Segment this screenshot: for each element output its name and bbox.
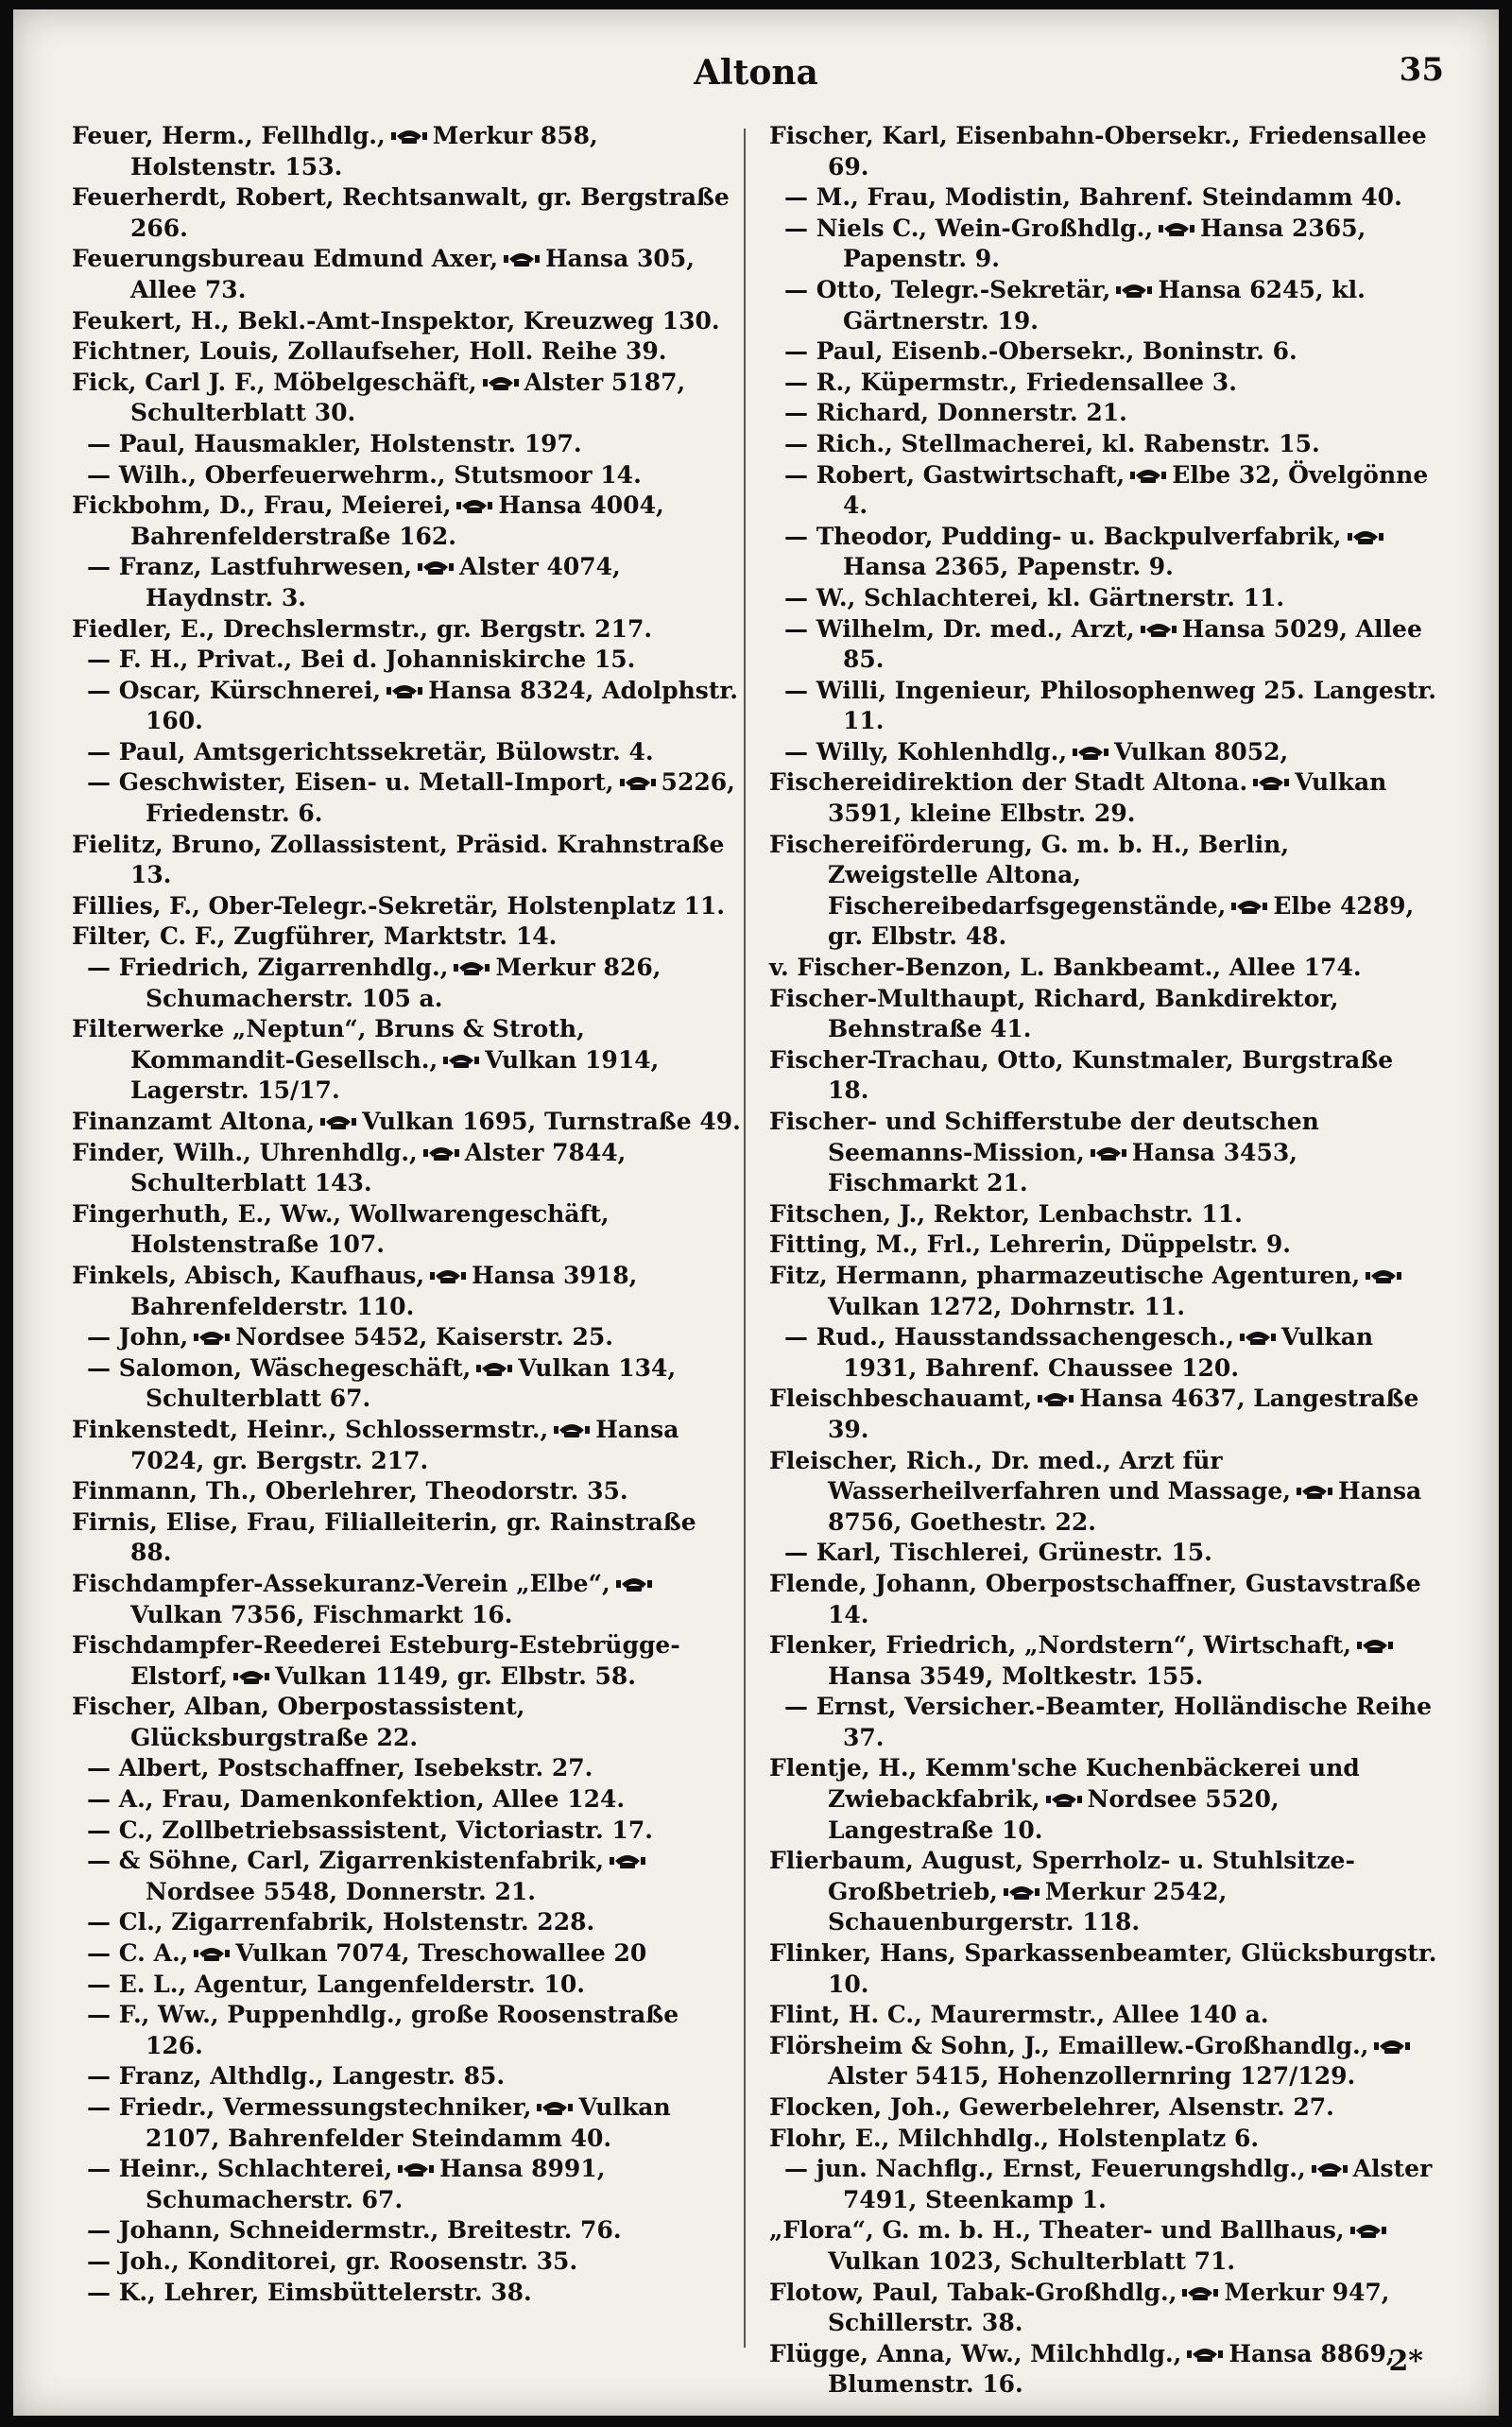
directory-entry (769, 182, 1440, 214)
directory-entry (769, 737, 1440, 768)
entry-text: Flocken, Joh., Gewerbelehrer, Alsenstr. 27. (769, 2093, 1334, 2121)
entry-text: Flohr, E., Milchhdlg., Holstenplatz 6. (769, 2124, 1260, 2152)
entry-text: Fischer-Trachau, Otto, Kunstmaler, Burgstraße 18. (769, 1045, 1394, 1105)
entry-text: Flende, Johann, Oberpostschaffner, Gustavstraße 14. (769, 1569, 1421, 1628)
telephone-icon (483, 373, 519, 392)
directory-entry (72, 1014, 743, 1107)
directory-entry (72, 645, 743, 676)
directory-entry (72, 429, 743, 460)
directory-entry (72, 1692, 743, 1753)
telephone-icon (610, 1851, 645, 1870)
directory-entry (769, 214, 1440, 275)
directory-entry (72, 737, 743, 768)
entry-text: Fielitz, Bruno, Zollassistent, Präsid. Krahnstraße 13. (72, 830, 725, 889)
entry-text: — K., Lehrer, Eimsbüttelerstr. 38. (87, 2278, 532, 2306)
entry-telephone-and-address: 5226, Friedenstr. 6. (146, 768, 735, 828)
entry-text: — Geschwister, Eisen- u. Metall-Import, (87, 768, 614, 797)
entry-telephone-and-address: Vulkan 1931, Bahrenf. Chaussee 120. (843, 1323, 1374, 1382)
directory-entry (769, 984, 1440, 1045)
directory-entry (72, 1569, 743, 1630)
entry-text: Fickbohm, D., Frau, Meierei, (72, 491, 452, 520)
entry-text: Feuer, Herm., Fellhdlg., (72, 122, 386, 149)
directory-entry (769, 1569, 1440, 1630)
directory-entry (769, 1261, 1440, 1322)
entry-telephone-and-address: Hansa 4637, Langestraße 39. (828, 1385, 1419, 1443)
telephone-icon (537, 2098, 573, 2117)
directory-entry (72, 1507, 743, 1569)
entry-text: Fischdampfer-Assekuranz-Verein „Elbe“, (72, 1569, 610, 1597)
entry-text: Feuerungsbureau Edmund Axer, (72, 245, 499, 273)
entry-telephone-and-address: Alster 5187, Schulterblatt 30. (130, 368, 686, 427)
directory-entry (72, 2215, 743, 2246)
entry-text: Flierbaum, August, Sperrholz- u. Stuhlsitze-Großbetrieb, (769, 1847, 1355, 1905)
directory-entry (72, 336, 743, 368)
directory-entry (769, 830, 1440, 953)
entry-text: — Karl, Tischlerei, Grünestr. 15. (784, 1539, 1212, 1567)
directory-entry (72, 1322, 743, 1353)
telephone-icon (1240, 1328, 1276, 1347)
directory-entry (72, 1816, 743, 1847)
telephone-icon (1357, 1636, 1393, 1655)
entry-telephone-and-address: Vulkan 1149, gr. Elbstr. 58. (274, 1661, 636, 1690)
directory-entry (769, 1199, 1440, 1231)
entry-text: — Rud., Hausstandssachengesch., (784, 1323, 1234, 1351)
telephone-icon (423, 1144, 459, 1162)
directory-entry (72, 460, 743, 491)
directory-entry (72, 1630, 743, 1692)
entry-text: Fiedler, E., Drechslermstr., gr. Bergstr. 217. (72, 614, 653, 643)
entry-text: Firnis, Elise, Frau, Filialleiterin, gr. Rainstraße 88. (72, 1507, 696, 1567)
entry-text: Finder, Wilh., Uhrenhdlg., (72, 1138, 418, 1166)
entry-telephone-and-address: Vulkan 134, Schulterblatt 67. (146, 1353, 677, 1413)
directory-entry (72, 1846, 743, 1907)
directory-entry (72, 1261, 743, 1322)
entry-text: Flörsheim & Sohn, J., Emaillew.-Großhandlg., (769, 2031, 1369, 2059)
telephone-icon (456, 496, 492, 515)
left-column (72, 121, 743, 2308)
directory-entry (769, 614, 1440, 676)
directory-entry (72, 2061, 743, 2092)
entry-text: — Ernst, Versicher.-Beamter, Holländische Reihe 37. (784, 1693, 1433, 1751)
entry-text: Flinker, Hans, Sparkassenbeamter, Glücksburgstr. 10. (769, 1939, 1437, 1998)
entry-text: — Friedrich, Zigarrenhdlg., (87, 954, 449, 982)
directory-entry (72, 1107, 743, 1138)
entry-text: Fillies, F., Ober-Telegr.-Sekretär, Holstenplatz 11. (72, 891, 726, 920)
directory-entry (72, 2154, 743, 2215)
directory-entry (72, 953, 743, 1014)
telephone-icon (194, 1328, 230, 1347)
entry-text: — Niels C., Wein-Großhdlg., (784, 214, 1154, 242)
entry-text: „Flora“, G. m. b. H., Theater- und Ballhaus, (769, 2216, 1345, 2245)
entry-text: v. Fischer-Benzon, L. Bankbeamt., Allee 174. (769, 954, 1362, 982)
entry-text: — Otto, Telegr.-Sekretär, (784, 275, 1111, 303)
directory-entry (769, 1384, 1440, 1445)
entry-text: Finkels, Abisch, Kaufhaus, (72, 1261, 425, 1289)
telephone-icon (1159, 219, 1194, 238)
directory-entry (769, 2000, 1440, 2031)
telephone-icon (620, 773, 656, 792)
entry-text: — F. H., Privat., Bei d. Johanniskirche 15. (87, 645, 636, 674)
telephone-icon (1350, 2221, 1386, 2240)
entry-text: — Theodor, Pudding- u. Backpulverfabrik, (784, 522, 1342, 550)
entry-text: Finanzamt Altona, (72, 1108, 316, 1135)
directory-entry (72, 552, 743, 613)
entry-text: — Paul, Amtsgerichtssekretär, Bülowstr. 4. (87, 737, 654, 766)
entry-text: Flügge, Anna, Ww., Milchhdlg., (769, 2339, 1182, 2367)
directory-entry (769, 1322, 1440, 1384)
entry-text: — John, (87, 1323, 189, 1351)
entry-text: — Wilh., Oberfeuerwehrm., Stutsmoor 14. (87, 460, 642, 489)
directory-entry (72, 2000, 743, 2061)
directory-entry (72, 182, 743, 244)
entry-telephone-and-address: Vulkan 3591, kleine Elbstr. 29. (828, 768, 1387, 828)
directory-entry (769, 2339, 1440, 2401)
directory-entry (72, 2278, 743, 2309)
directory-entry (72, 1753, 743, 1784)
telephone-icon (1348, 527, 1383, 546)
entry-text: — Willi, Ingenieur, Philosophenweg 25. Langestr. 11. (784, 676, 1436, 735)
page-number: 35 (1399, 51, 1444, 89)
entry-text: Fischer- und Schifferstube der deutschen Seemanns-Mission, (769, 1108, 1319, 1166)
entry-text: Fingerhuth, E., Ww., Wollwarengeschäft, Holstenstraße 107. (72, 1199, 610, 1259)
entry-telephone-and-address: Nordsee 5520, Langestraße 10. (828, 1785, 1280, 1844)
directory-entry (769, 275, 1440, 336)
telephone-icon (454, 958, 490, 977)
directory-entry (72, 244, 743, 305)
directory-entry (72, 767, 743, 829)
directory-entry (72, 368, 743, 429)
directory-entry (769, 2124, 1440, 2155)
telephone-icon (443, 1051, 479, 1070)
entry-text: Finkenstedt, Heinr., Schlossermstr., (72, 1415, 549, 1443)
entry-text: — M., Frau, Modistin, Bahrenf. Steindamm 40. (784, 183, 1402, 212)
entry-text: Fischer-Multhaupt, Richard, Bankdirektor, Behnstraße 41. (769, 984, 1339, 1043)
entry-telephone-and-address: Merkur 826, Schumacherstr. 105 a. (146, 954, 662, 1012)
directory-entry (72, 921, 743, 953)
telephone-icon (1038, 1389, 1074, 1408)
entry-text: Flentje, H., Kemm'sche Kuchenbäckerei und Zwiebackfabrik, (769, 1754, 1360, 1814)
directory-entry (72, 1907, 743, 1938)
entry-telephone-and-address: Hansa 6245, kl. Gärtnerstr. 19. (843, 275, 1366, 335)
telephone-icon (616, 1575, 652, 1593)
directory-entry (769, 1692, 1440, 1753)
entry-telephone-and-address: Hansa 3549, Moltkestr. 155. (828, 1661, 1204, 1690)
entry-text: — & Söhne, Carl, Zigarrenkistenfabrik, (87, 1847, 605, 1875)
telephone-icon (1231, 897, 1267, 916)
signature-mark: 2* (1388, 2345, 1423, 2378)
telephone-icon (554, 1420, 590, 1439)
entry-text: Fischereiförderung, G. m. b. H., Berlin, Zweigstelle Altona, Fischereibedarfsgegenstände, (769, 830, 1290, 920)
entry-telephone-and-address: Alster 4074, Haydnstr. 3. (146, 553, 621, 611)
entry-text: — W., Schlachterei, kl. Gärtnerstr. 11. (784, 583, 1285, 611)
entry-text: Flint, H. C., Maurermstr., Allee 140 a. (769, 2001, 1269, 2029)
entry-text: — Robert, Gastwirtschaft, (784, 460, 1125, 489)
entry-telephone-and-address: Hansa 305, Allee 73. (130, 245, 695, 303)
entry-telephone-and-address: Vulkan 1914, Lagerstr. 15/17. (130, 1045, 660, 1105)
entry-text: — Franz, Althdlg., Langestr. 85. (87, 2062, 506, 2091)
entry-text: Fleischer, Rich., Dr. med., Arzt für Wasserheilverfahren und Massage, (769, 1446, 1291, 1506)
directory-entry (72, 491, 743, 552)
entry-telephone-and-address: Vulkan 7356, Fischmarkt 16. (130, 1600, 513, 1628)
directory-entry (769, 767, 1440, 829)
entry-telephone-and-address: Hansa 7024, gr. Bergstr. 217. (130, 1415, 679, 1474)
entry-telephone-and-address: Hansa 2365, Papenstr. 9. (843, 553, 1174, 581)
entry-text: — Joh., Konditorei, gr. Roosenstr. 35. (87, 2246, 578, 2275)
directory-entry (72, 1138, 743, 1199)
directory-entry (769, 121, 1440, 182)
entry-telephone-and-address: Alster 5415, Hohenzollernring 127/129. (828, 2062, 1356, 2091)
directory-entry (769, 2154, 1440, 2215)
directory-entry (769, 2092, 1440, 2124)
directory-entry (72, 1199, 743, 1261)
directory-entry (72, 1415, 743, 1476)
telephone-icon (398, 2160, 434, 2178)
entry-text: — E. L., Agentur, Langenfelderstr. 10. (87, 1970, 585, 1998)
directory-entry (769, 398, 1440, 429)
telephone-icon (1004, 1883, 1040, 1902)
telephone-icon (1116, 281, 1152, 300)
directory-entry (72, 891, 743, 922)
directory-entry (769, 429, 1440, 460)
entry-text: Fischer, Karl, Eisenbahn-Obersekr., Friedensallee 69. (769, 122, 1427, 181)
telephone-icon (320, 1112, 356, 1131)
entry-telephone-and-address: Vulkan 1023, Schulterblatt 71. (828, 2246, 1236, 2275)
telephone-icon (476, 1359, 512, 1378)
telephone-icon (504, 250, 540, 268)
telephone-icon (1374, 2037, 1410, 2056)
entry-text: Flenker, Friedrich, „Nordstern“, Wirtschaft, (769, 1631, 1351, 1660)
directory-entry (72, 2092, 743, 2154)
entry-telephone-and-address: Merkur 2542, Schauenburgerstr. 118. (828, 1877, 1228, 1936)
telephone-icon (1141, 620, 1177, 639)
entry-text: Fick, Carl J. F., Möbelgeschäft, (72, 368, 477, 396)
telephone-icon (1182, 2283, 1218, 2302)
entry-telephone-and-address: Hansa 8869, Blumenstr. 16. (828, 2339, 1395, 2399)
entry-telephone-and-address: Vulkan 1272, Dohrnstr. 11. (828, 1292, 1186, 1320)
telephone-icon (1130, 466, 1166, 485)
entry-text: Flotow, Paul, Tabak-Großhdlg., (769, 2278, 1177, 2306)
entry-text: — C. A., (87, 1939, 189, 1968)
entry-text: — Franz, Lastfuhrwesen, (87, 553, 413, 581)
entry-telephone-and-address: Alster 7491, Steenkamp 1. (843, 2155, 1433, 2213)
entry-text: — Willy, Kohlenhdlg., (784, 737, 1068, 766)
entry-telephone-and-address: Hansa 8991, Schumacherstr. 67. (146, 2155, 606, 2213)
telephone-icon (387, 681, 422, 700)
right-column (769, 121, 1440, 2401)
telephone-icon (233, 1667, 269, 1686)
directory-entry (769, 1538, 1440, 1569)
entry-telephone-and-address: Vulkan 1695, Turnstraße 49. (362, 1108, 741, 1135)
entry-telephone-and-address: Hansa 5029, Allee 85. (843, 614, 1422, 674)
entry-text: Finmann, Th., Oberlehrer, Theodorstr. 35. (72, 1477, 628, 1506)
column-divider (744, 129, 746, 2348)
entry-text: Feukert, H., Bekl.-Amt-Inspektor, Kreuzweg 130. (72, 306, 720, 335)
telephone-icon (1073, 743, 1108, 762)
entry-text: — Heinr., Schlachterei, (87, 2155, 393, 2183)
entry-telephone-and-address: Merkur 858, Holstenstr. 153. (130, 122, 598, 181)
telephone-icon (1312, 2160, 1348, 2178)
entry-telephone-and-address: Nordsee 5452, Kaiserstr. 25. (235, 1323, 613, 1351)
telephone-icon (1253, 773, 1289, 792)
entry-telephone-and-address: Nordsee 5548, Donnerstr. 21. (146, 1877, 536, 1905)
entry-telephone-and-address: Elbe 4289, gr. Elbstr. 48. (828, 891, 1415, 951)
directory-entry (769, 2278, 1440, 2339)
entry-text: — Cl., Zigarrenfabrik, Holstenstr. 228. (87, 1908, 595, 1936)
directory-entry (72, 1970, 743, 2001)
entry-telephone-and-address: Vulkan 2107, Bahrenfelder Steindamm 40. (146, 2093, 671, 2152)
entry-text: — Friedr., Vermessungstechniker, (87, 2093, 532, 2121)
entry-text: — F., Ww., Puppenhdlg., große Roosenstraße 126. (87, 2001, 679, 2059)
entry-telephone-and-address: Hansa 3918, Bahrenfelderstr. 110. (130, 1261, 638, 1320)
entry-text: Filter, C. F., Zugführer, Marktstr. 14. (72, 922, 558, 951)
entry-telephone-and-address: Hansa 8756, Goethestr. 22. (828, 1477, 1422, 1536)
directory-entry (72, 614, 743, 645)
entry-telephone-and-address: Alster 7844, Schulterblatt 143. (130, 1138, 627, 1197)
directory-entry (769, 1846, 1440, 1938)
entry-text: — Wilhelm, Dr. med., Arzt, (784, 614, 1135, 643)
entry-text: — Johann, Schneidermstr., Breitestr. 76. (87, 2216, 622, 2245)
entry-telephone-and-address: Hansa 4004, Bahrenfelderstraße 162. (130, 491, 664, 550)
directory-entry (769, 522, 1440, 583)
telephone-icon (430, 1266, 466, 1285)
entry-text: — A., Frau, Damenkonfektion, Allee 124. (87, 1785, 626, 1814)
directory-entry (72, 830, 743, 891)
entry-text: Fischer, Alban, Oberpostassistent, Glücksburgstraße 22. (72, 1693, 525, 1751)
entry-text: Fischereidirektion der Stadt Altona. (769, 768, 1248, 797)
entry-telephone-and-address: Hansa 2365, Papenstr. 9. (843, 214, 1366, 273)
directory-page (13, 9, 1499, 2416)
directory-entry (769, 1107, 1440, 1199)
entry-telephone-and-address: Hansa 8324, Adolphstr. 160. (146, 676, 738, 735)
telephone-icon (194, 1944, 230, 1963)
directory-entry (769, 583, 1440, 614)
entry-telephone-and-address: Vulkan 8052, (1114, 737, 1289, 766)
entry-telephone-and-address: Hansa 3453, Fischmarkt 21. (828, 1138, 1297, 1197)
directory-entry (769, 2031, 1440, 2092)
directory-entry (769, 1938, 1440, 2000)
directory-entry (769, 336, 1440, 368)
entry-text: — C., Zollbetriebsassistent, Victoriastr. 17. (87, 1816, 653, 1844)
directory-entry (72, 1353, 743, 1415)
directory-entry (72, 306, 743, 337)
entry-text: — Paul, Hausmakler, Holstenstr. 197. (87, 429, 582, 457)
entry-text: Filterwerke „Neptun“, Bruns & Stroth, Kommandit-Gesellsch., (72, 1015, 585, 1074)
entry-text: Fitschen, J., Rektor, Lenbachstr. 11. (769, 1199, 1243, 1228)
entry-text: Fitz, Hermann, pharmazeutische Agenturen, (769, 1261, 1361, 1289)
telephone-icon (391, 127, 427, 146)
entry-telephone-and-address: Merkur 947, Schillerstr. 38. (828, 2278, 1390, 2337)
directory-entry (769, 676, 1440, 737)
entry-text: — Oscar, Kürschnerei, (87, 676, 382, 704)
directory-entry (769, 1446, 1440, 1539)
entry-text: Fleischbeschauamt, (769, 1385, 1033, 1413)
directory-entry (769, 1753, 1440, 1846)
directory-entry (769, 1230, 1440, 1261)
directory-entry (769, 1045, 1440, 1107)
entry-text: Fischdampfer-Reederei Esteburg-Estebrügge-Elstorf, (72, 1631, 680, 1690)
entry-telephone-and-address: Vulkan 7074, Treschowallee 20 (235, 1939, 647, 1968)
entry-text: — Salomon, Wäschegeschäft, (87, 1353, 472, 1382)
entry-text: — Paul, Eisenb.-Obersekr., Boninstr. 6. (784, 337, 1297, 366)
directory-entry (72, 121, 743, 182)
entry-text: — jun. Nachflg., Ernst, Feuerungshdlg., (784, 2155, 1306, 2183)
directory-entry (769, 953, 1440, 984)
entry-telephone-and-address: Elbe 32, Övelgönne 4. (843, 460, 1429, 520)
telephone-icon (1366, 1266, 1401, 1285)
entry-text: — Richard, Donnerstr. 21. (784, 399, 1127, 427)
entry-text: Fichtner, Louis, Zollaufseher, Holl. Reihe 39. (72, 337, 667, 366)
telephone-icon (1046, 1790, 1082, 1809)
directory-entry (72, 676, 743, 737)
telephone-icon (1091, 1144, 1126, 1162)
telephone-icon (1187, 2345, 1223, 2364)
telephone-icon (418, 558, 454, 577)
directory-entry (769, 2215, 1440, 2277)
directory-entry (769, 460, 1440, 522)
directory-entry (72, 1938, 743, 1970)
entry-text: — R., Küpermstr., Friedensallee 3. (784, 368, 1237, 396)
entry-text: Fitting, M., Frl., Lehrerin, Düppelstr. 9. (769, 1231, 1291, 1259)
directory-entry (72, 1784, 743, 1816)
page-title: Altona (694, 53, 818, 93)
entry-text: — Albert, Postschaffner, Isebekstr. 27. (87, 1754, 593, 1782)
entry-text: Feuerherdt, Robert, Rechtsanwalt, gr. Bergstraße 266. (72, 183, 730, 242)
directory-entry (769, 1630, 1440, 1692)
directory-entry (72, 2246, 743, 2278)
directory-entry (769, 368, 1440, 399)
entry-text: — Rich., Stellmacherei, kl. Rabenstr. 15. (784, 429, 1320, 457)
directory-entry (72, 1476, 743, 1507)
telephone-icon (1297, 1482, 1332, 1501)
